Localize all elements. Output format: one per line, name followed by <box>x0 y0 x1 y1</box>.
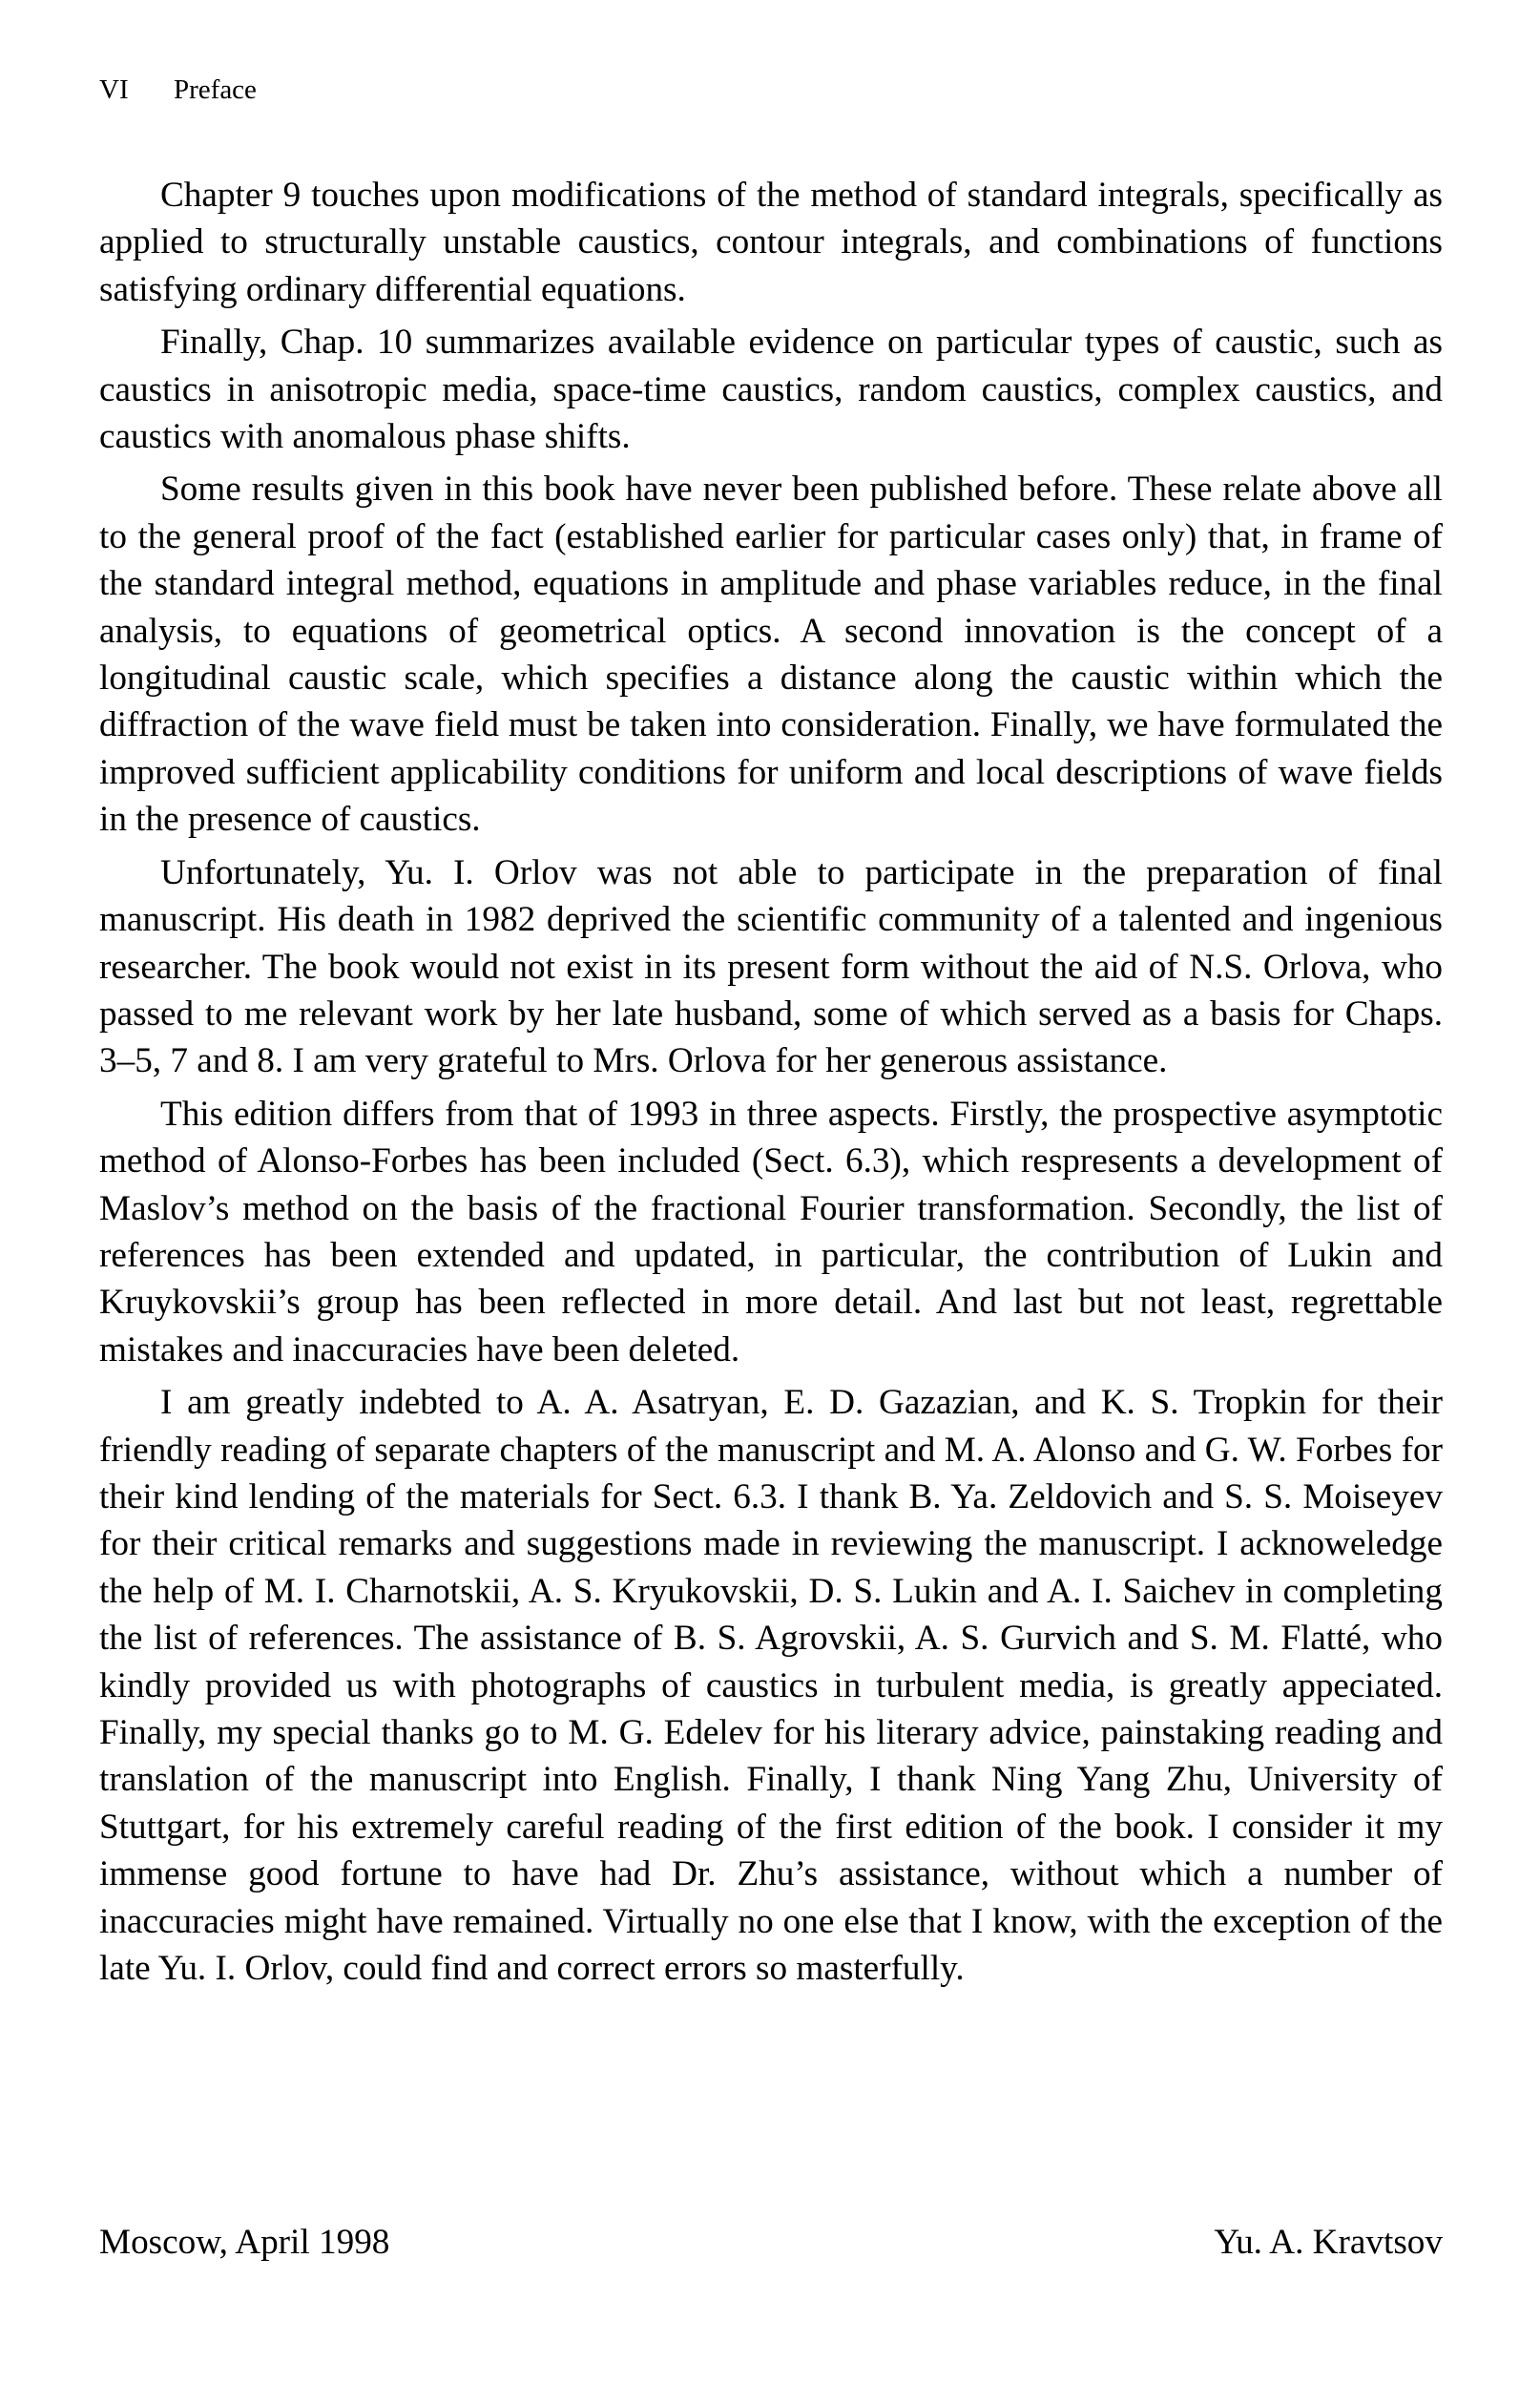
signature-line <box>99 2222 1443 2264</box>
paragraph-acknowledgements: I am greatly indebted to A. A. Asatryan, E. D. Gazazian, and K. S. Tropkin for their friendly reading of separate chapters of the manuscript and M. A. Alonso and G. W. Forbes for their kind lending of the materials for Sect. 6.3. I thank B. Ya. Zeldovich and S. S. Moiseyev for their critical remarks and suggestions made in reviewing the manuscript. I acknoweledge the help of M. I. Charnotskii, A. S. Kryukovskii, D. S. Lukin and A. I. Saichev in completing the list of references. The assistance of B. S. Agrovskii, A. S. Gurvich and S. M. Flatté, who kindly provided us with photographs of caustics in turbulent media, is greatly appeciated. Finally, my special thanks go to M. G. Edelev for his literary advice, painstaking reading and translation of the manuscript into English. Finally, I thank Ning Yang Zhu, University of Stuttgart, for his extremely careful reading of the first edition of the book. I consider it my immense good fortune to have had Dr. Zhu’s assistance, without which a number of inaccuracies might have remained. Virtually no one else that I know, with the exception of the late Yu. I. Orlov, could find and correct errors so masterfully. <box>99 1383 1443 1989</box>
paragraph-orlov: Unfortunately, Yu. I. Orlov was not able to participate in the preparation of final manuscript. His death in 1982 deprived the scientific community of a talented and ingenious researcher. The book would not exist in its present form without the aid of N.S. Orlova, who passed to me relevant work by her late husband, some of which served as a basis for Chaps. 3–5, 7 and 8. I am very grateful to Mrs. Orlova for her generous assistance. <box>99 852 1443 1081</box>
book-page <box>99 74 1443 1992</box>
author-name: Yu. A. Kravtsov <box>1214 2223 1443 2262</box>
section-title: Preface <box>174 74 257 105</box>
preface-body <box>99 172 1443 1992</box>
paragraph-chapter-10: Finally, Chap. 10 summarizes available evidence on particular types of caustic, such as caustics in anisotropic media, space-time caustics, random caustics, complex caustics, and caustics with anomalous phase shifts. <box>99 323 1443 457</box>
paragraph-chapter-9: Chapter 9 touches upon modifications of the method of standard integrals, specifically as applied to structurally unstable caustics, contour integrals, and combinations of functions satisfying ordinary differential equations. <box>99 176 1443 309</box>
page-number: VI <box>99 74 129 105</box>
paragraph-new-results: Some results given in this book have never been published before. These relate above all to the general proof of the fact (established earlier for particular cases only) that, in frame of the standard integral method, equations in amplitude and phase variables reduce, in the final analysis, to equations of geometrical optics. A second innovation is the concept of a longitudinal caustic scale, which specifies a distance along the caustic within which the diffraction of the wave field must be taken into consideration. Finally, we have formulated the improved sufficient applicability conditions for uniform and local descriptions of wave fields in the presence of caustics. <box>99 470 1443 840</box>
running-head <box>99 74 1443 105</box>
place-and-date: Moscow, April 1998 <box>99 2223 390 2262</box>
paragraph-edition-differences: This edition differs from that of 1993 in three aspects. Firstly, the prospective asymptotic method of Alonso-Forbes has been included (Sect. 6.3), which respresents a development of Maslov’s method on the basis of the fractional Fourier transformation. Secondly, the list of references has been extended and updated, in particular, the contribution of Lukin and Kruykovskii’s group has been reflected in more detail. And last but not least, regrettable mistakes and inaccuracies have been deleted. <box>99 1094 1443 1370</box>
